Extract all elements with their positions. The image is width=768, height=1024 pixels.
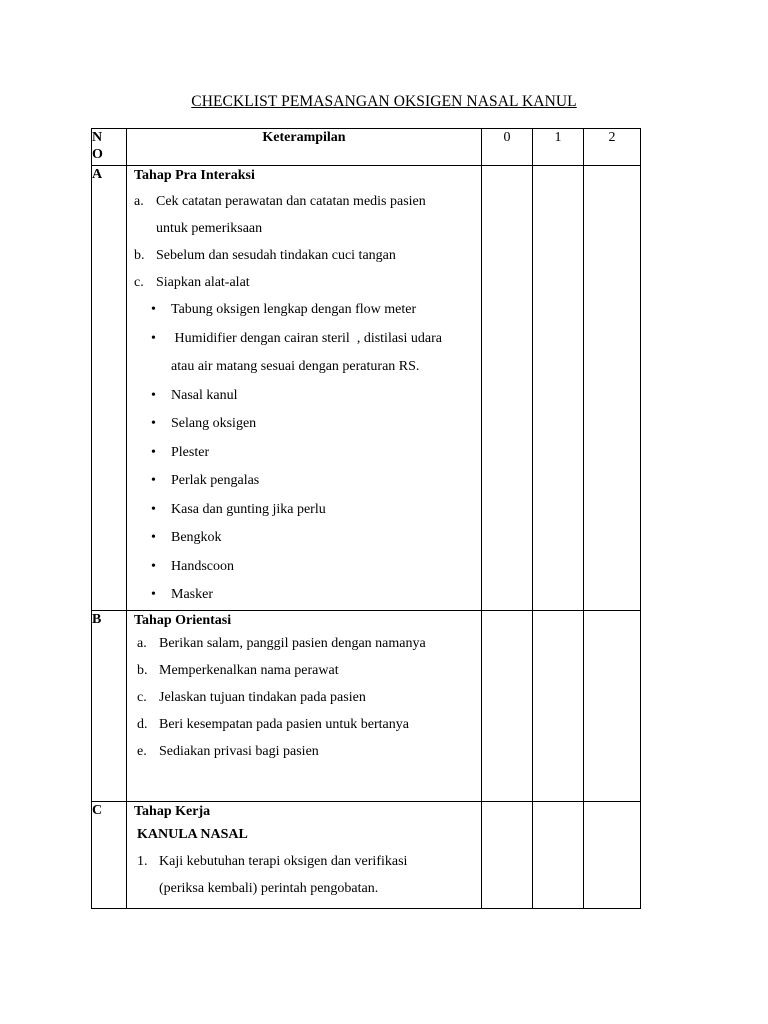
- bullet-item: • Kasa dan gunting jika perlu: [151, 501, 326, 517]
- bullet-item: • Bengkok: [151, 530, 222, 545]
- header-skill: Keterampilan: [127, 129, 482, 166]
- checklist-table: [91, 128, 641, 909]
- bullet-item: • Tabung oksigen lengkap dengan flow meter: [151, 302, 417, 317]
- bullet-item: • Nasal kanul: [151, 387, 238, 403]
- bullet-item: • Handscoon: [151, 558, 234, 574]
- score-cell[interactable]: [533, 610, 584, 801]
- score-cell[interactable]: [584, 801, 641, 908]
- bullet-item: • Perlak pengalas: [151, 473, 260, 488]
- section-b-item-b: b. Memperkenalkan nama perawat: [137, 662, 339, 678]
- section-c-content: [127, 801, 482, 908]
- score-cell[interactable]: [482, 801, 533, 908]
- section-a-item-b: b. Sebelum dan sesudah tindakan cuci tangan: [134, 248, 396, 263]
- section-a-no: A: [92, 166, 127, 611]
- score-cell[interactable]: [584, 166, 641, 611]
- table-row-section-c: [92, 801, 641, 908]
- section-c-item-1-cont: (periksa kembali) perintah pengobatan.: [159, 880, 379, 896]
- header-score-1: 1: [533, 129, 584, 166]
- section-a-content: [127, 166, 482, 611]
- section-b-item-c: c. Jelaskan tujuan tindakan pada pasien: [137, 689, 366, 705]
- score-cell[interactable]: [584, 610, 641, 801]
- bullet-item: • Selang oksigen: [151, 416, 257, 431]
- section-b-item-a: a. Berikan salam, panggil pasien dengan namanya: [137, 635, 426, 651]
- document-title: CHECKLIST PEMASANGAN OKSIGEN NASAL KANUL: [191, 93, 577, 110]
- table-header-row: [92, 129, 641, 166]
- score-cell[interactable]: [482, 610, 533, 801]
- header-no: [92, 129, 127, 166]
- score-cell[interactable]: [533, 801, 584, 908]
- header-no-line2: O: [92, 147, 103, 162]
- bullet-item: • Humidifier dengan cairan steril , distilasi udara: [151, 330, 442, 346]
- section-c-title: Tahap Kerja: [134, 803, 211, 819]
- section-a-title: Tahap Pra Interaksi: [134, 168, 255, 183]
- section-b-item-e: e. Sediakan privasi bagi pasien: [137, 743, 319, 759]
- section-a-item-a-cont: untuk pemeriksaan: [156, 221, 263, 236]
- header-score-0: 0: [482, 129, 533, 166]
- table-row-section-b: [92, 610, 641, 801]
- section-b-content: [127, 610, 482, 801]
- score-cell[interactable]: [482, 166, 533, 611]
- section-c-no: C: [92, 801, 127, 908]
- score-cell[interactable]: [533, 166, 584, 611]
- table-row-section-a: [92, 166, 641, 611]
- section-b-no: B: [92, 610, 127, 801]
- bullet-item: • Masker: [151, 587, 213, 602]
- section-b-title: Tahap Orientasi: [134, 612, 232, 628]
- header-score-2: 2: [584, 129, 641, 166]
- section-c-item-1: 1. Kaji kebutuhan terapi oksigen dan verifikasi: [137, 853, 408, 869]
- header-no-line1: N: [92, 130, 103, 145]
- section-b-item-d: d. Beri kesempatan pada pasien untuk bertanya: [137, 716, 409, 732]
- bullet-item-cont: atau air matang sesuai dengan peraturan RS.: [171, 359, 420, 374]
- section-a-item-a: a. Cek catatan perawatan dan catatan medis pasien: [134, 194, 426, 209]
- section-c-subtitle: KANULA NASAL: [137, 826, 248, 842]
- section-a-item-c: c. Siapkan alat-alat: [134, 275, 250, 290]
- bullet-item: • Plester: [151, 444, 210, 460]
